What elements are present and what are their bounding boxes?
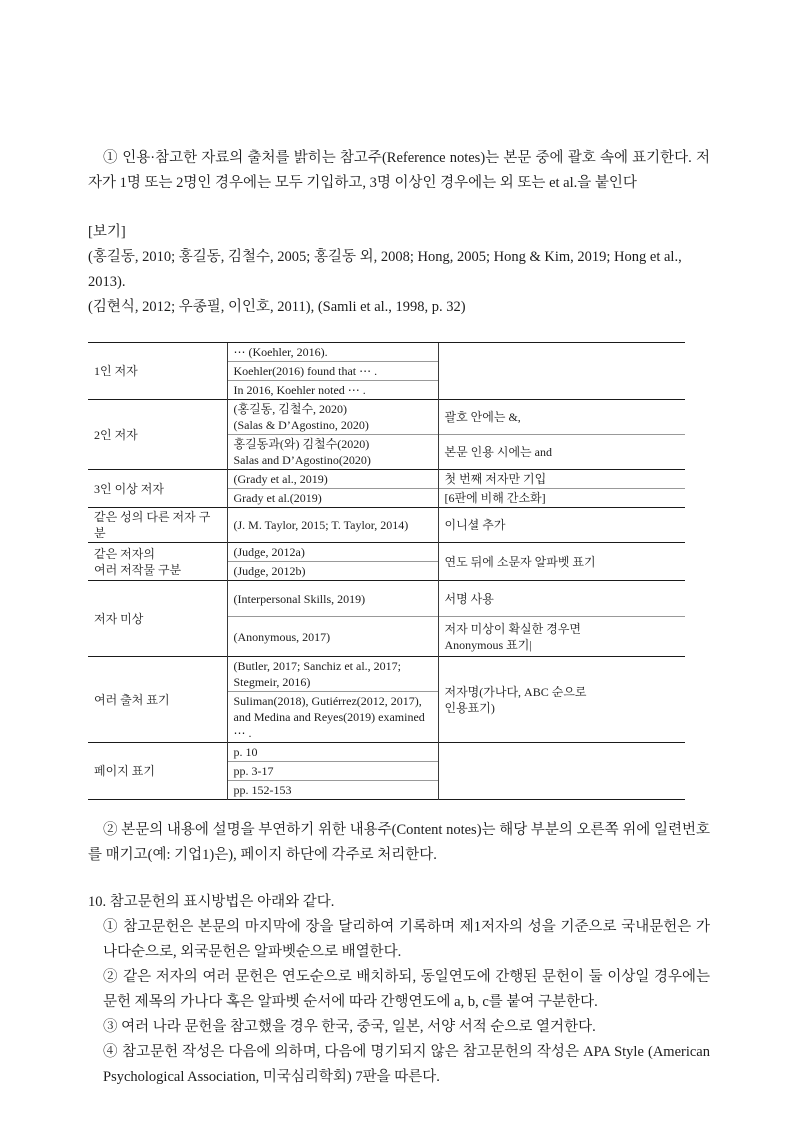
table-note-cell xyxy=(438,617,685,657)
table-category-cell: 1인 저자 xyxy=(88,343,227,400)
table-row xyxy=(88,508,685,543)
category-line: 같은 저자의 xyxy=(94,546,155,561)
example-block xyxy=(88,220,710,320)
table-example-cell: Koehler(2016) found that ⋯ . xyxy=(227,362,438,381)
table-example-cell xyxy=(227,400,438,435)
table-example-cell: (J. M. Taylor, 2015; T. Taylor, 2014) xyxy=(227,508,438,543)
example-line: (Salas & D’Agostino, 2020) xyxy=(233,418,369,432)
table-category-cell: 페이지 표기 xyxy=(88,743,227,800)
example-line: (김현식, 2012; 우종필, 이인호, 2011), (Samli et al., 1998, p. 32) xyxy=(88,299,466,315)
table-row xyxy=(88,470,685,489)
note-line: 저자명(가나다, ABC 순으로 xyxy=(444,684,587,699)
table-example-cell xyxy=(227,435,438,470)
table-row xyxy=(88,400,685,435)
example-line: (홍길동, 김철수, 2020) xyxy=(233,402,348,416)
section10-item: ② 같은 저자의 여러 문헌은 연도순으로 배치하되, 동일연도에 간행된 문헌이 둘 이상일 경우에는 문헌 제목의 가나다 혹은 알파벳 순서에 따라 간행연도에 a, b, c를 붙여 구분한다. xyxy=(103,969,710,1010)
table-example-cell: Suliman(2018), Gutiérrez(2012, 2017), and Medina and Reyes(2019) examined ⋯ . xyxy=(227,692,438,743)
table-category-cell: 여러 출처 표기 xyxy=(88,657,227,743)
example-line: (홍길동, 2010; 홍길동, 김철수, 2005; 홍길동 외, 2008; Hong, 2005; Hong & Kim, 2019; Hong et al., 2013). xyxy=(88,249,682,290)
example-label: [보기] xyxy=(88,224,126,240)
table-note-cell: 본문 인용 시에는 and xyxy=(438,435,685,470)
table-row xyxy=(88,743,685,762)
note-line: Anonymous 표기| xyxy=(444,637,532,652)
table-note-cell: 괄호 안에는 &, xyxy=(438,400,685,435)
table-example-cell: ⋯ (Koehler, 2016). xyxy=(227,343,438,362)
table-note-cell xyxy=(438,657,685,743)
table-category-cell: 3인 이상 저자 xyxy=(88,470,227,508)
section10-item: ③ 여러 나라 문헌을 참고했을 경우 한국, 중국, 일본, 서양 서적 순으로 열거한다. xyxy=(103,1019,596,1035)
table-note-cell: 첫 번째 저자만 기입 xyxy=(438,470,685,489)
note-line: 인용표기) xyxy=(444,700,495,715)
citation-format-table xyxy=(88,342,685,800)
example-line: 홍길동과(와) 김철수(2020) xyxy=(233,437,370,451)
table-category-cell: 2인 저자 xyxy=(88,400,227,470)
table-category-cell: 저자 미상 xyxy=(88,581,227,657)
table-row xyxy=(88,657,685,692)
note-line: 저자 미상이 확실한 경우면 xyxy=(444,621,582,636)
table-row xyxy=(88,343,685,362)
reference-note-paragraph: ① 인용·참고한 자료의 출처를 밝히는 참고주(Reference notes)는 본문 중에 괄호 속에 표기한다. 저자가 1명 또는 2명인 경우에는 모두 기입하고, 3명 이상인 경우에는 외 또는 et al.을 붙인다 xyxy=(88,150,710,191)
category-line: 여러 저작물 구분 xyxy=(94,562,182,577)
table-example-cell: In 2016, Koehler noted ⋯ . xyxy=(227,381,438,400)
table-note-cell: 서명 사용 xyxy=(438,581,685,617)
section10-heading: 10. 참고문헌의 표시방법은 아래와 같다. xyxy=(88,894,335,910)
section10-item: ④ 참고문헌 작성은 다음에 의하며, 다음에 명기되지 않은 참고문헌의 작성은 APA Style (American Psychological Association, 미국심리학회) 7판을 따른다. xyxy=(103,1044,710,1085)
table-example-cell: Grady et al.(2019) xyxy=(227,489,438,508)
table-note-cell xyxy=(438,343,685,400)
table-example-cell: pp. 3-17 xyxy=(227,762,438,781)
table-note-cell: [6판에 비해 간소화] xyxy=(438,489,685,508)
table-example-cell: (Judge, 2012a) xyxy=(227,543,438,562)
table-row xyxy=(88,543,685,562)
table-category-cell xyxy=(88,543,227,581)
table-example-cell: (Grady et al., 2019) xyxy=(227,470,438,489)
section10-item: ① 참고문헌은 본문의 마지막에 장을 달리하여 기록하며 제1저자의 성을 기준으로 국내문헌은 가나다순으로, 외국문헌은 알파벳순으로 배열한다. xyxy=(103,919,710,960)
table-category-cell: 같은 성의 다른 저자 구분 xyxy=(88,508,227,543)
table-example-cell: pp. 152-153 xyxy=(227,781,438,800)
table-example-cell: (Judge, 2012b) xyxy=(227,562,438,581)
table-example-cell: (Butler, 2017; Sanchiz et al., 2017; Stegmeir, 2016) xyxy=(227,657,438,692)
table-example-cell: p. 10 xyxy=(227,743,438,762)
table-note-cell: 연도 뒤에 소문자 알파벳 표기 xyxy=(438,543,685,581)
table-row xyxy=(88,581,685,617)
table-note-cell: 이니셜 추가 xyxy=(438,508,685,543)
content-note-paragraph: ② 본문의 내용에 설명을 부연하기 위한 내용주(Content notes)는 해당 부분의 오른쪽 위에 일련번호를 매기고(예: 기업1)은), 페이지 하단에 각주로 처리한다. xyxy=(88,822,710,863)
table-example-cell: (Interpersonal Skills, 2019) xyxy=(227,581,438,617)
example-line: Salas and D’Agostino(2020) xyxy=(233,453,371,467)
table-example-cell: (Anonymous, 2017) xyxy=(227,617,438,657)
table-note-cell xyxy=(438,743,685,800)
